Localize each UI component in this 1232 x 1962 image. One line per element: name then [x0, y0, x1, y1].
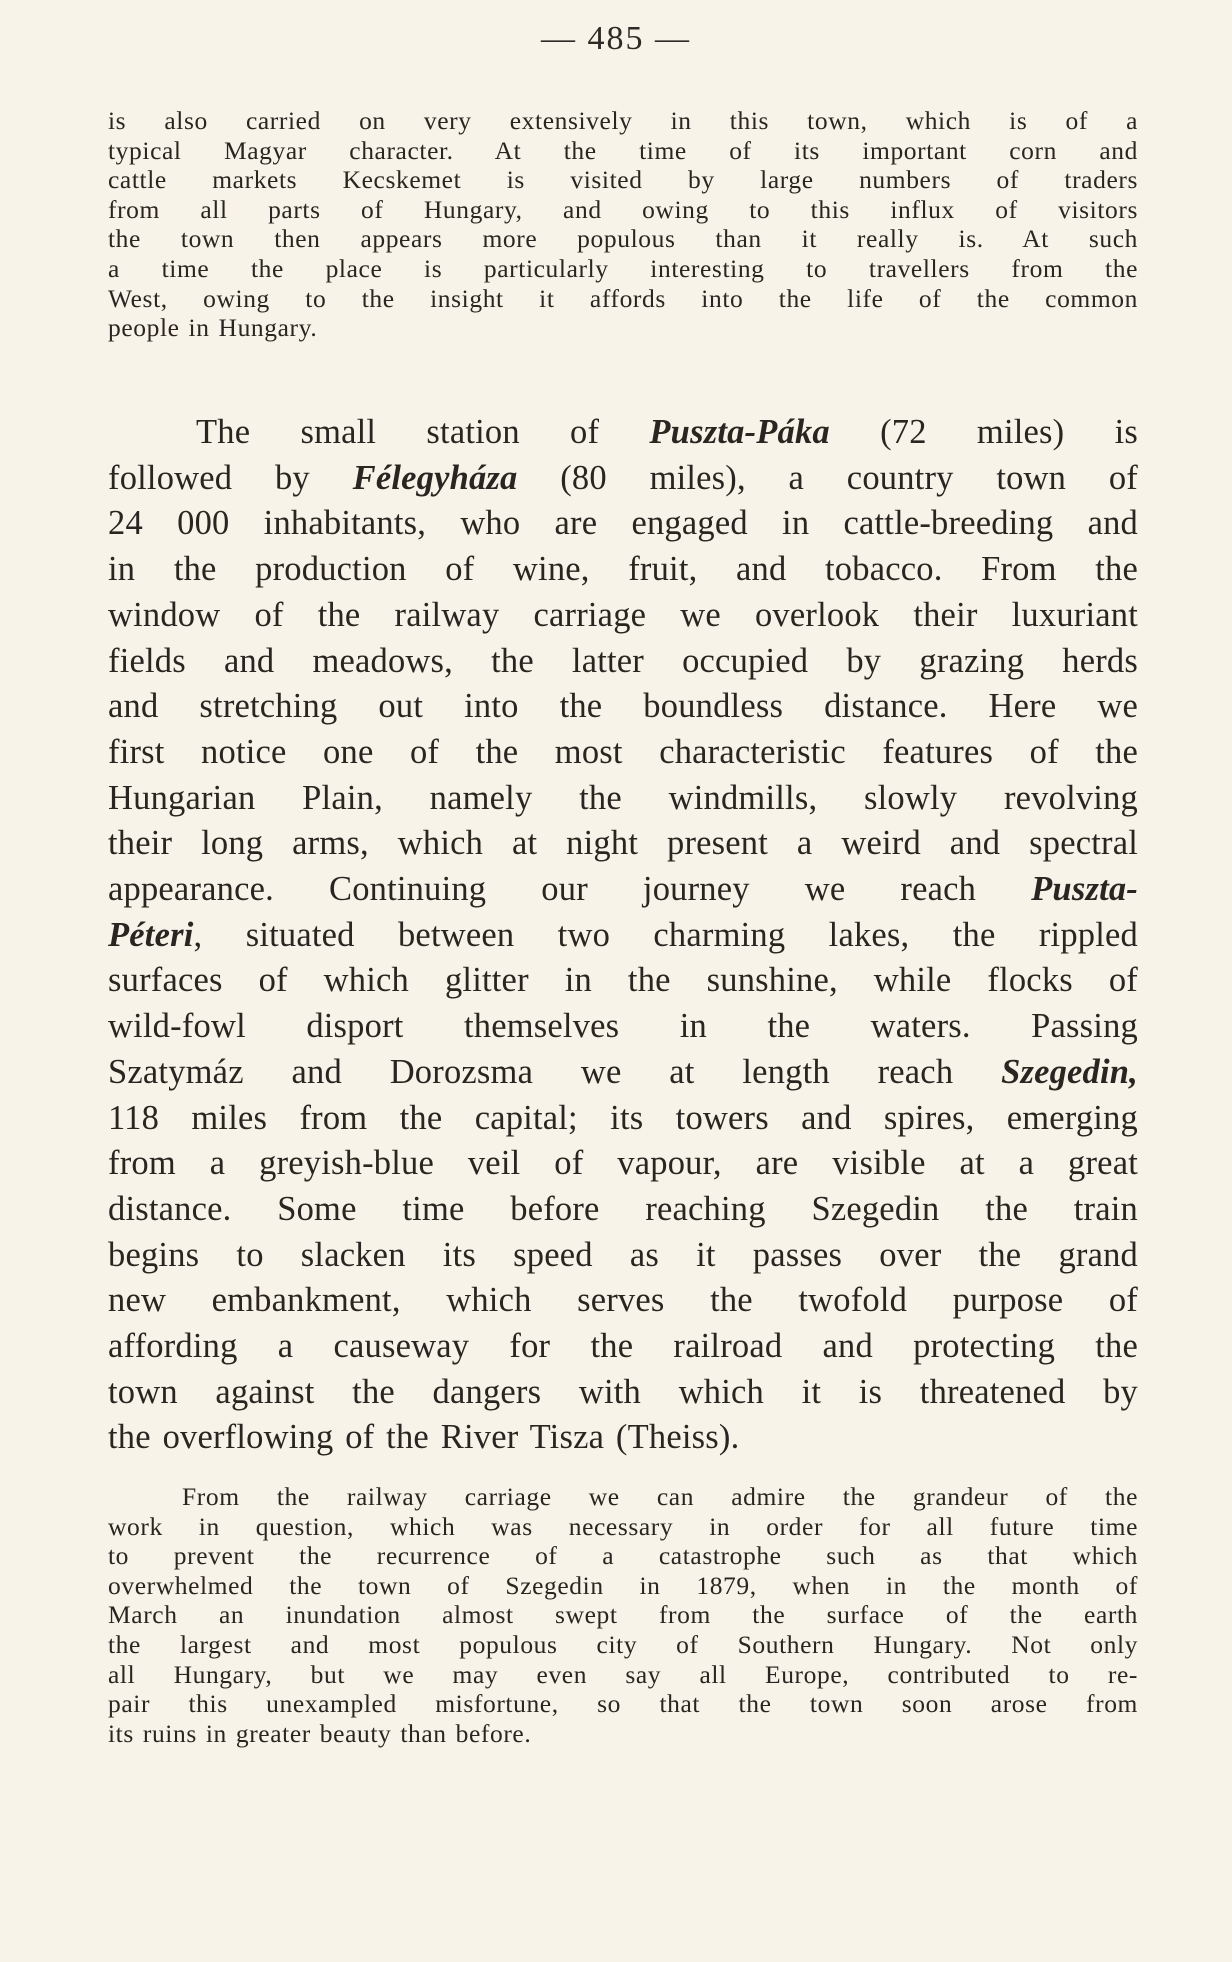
- text-line: pair this unexampled misfortune, so that the town soon arose from: [108, 1689, 1138, 1719]
- text-run: (72 miles) is: [829, 413, 1138, 451]
- text-line: in the production of wine, fruit, and tobacco. From the: [108, 550, 1138, 589]
- text-line: West, owing to the insight it affords into the life of the common: [108, 283, 1138, 313]
- text-line: affording a causeway for the railroad and protecting the: [108, 1327, 1138, 1366]
- text-line: its ruins in greater beauty than before.: [108, 1718, 532, 1748]
- text-run: Szatymáz and Dorozsma we at length reach: [108, 1052, 1002, 1091]
- text-line: [108, 456, 1138, 502]
- text-run: appearance. Continuing our journey we reach: [108, 870, 1032, 909]
- paragraph-small: [108, 1482, 1138, 1748]
- place-name: Péteri: [108, 915, 194, 954]
- place-name: Puszta-Páka: [649, 413, 830, 451]
- text-run: The small station of: [196, 413, 650, 451]
- text-run: , situated between two charming lakes, the rippled: [193, 915, 1138, 954]
- text-line: cattle markets Kecskemet is visited by large numbers of traders: [108, 165, 1138, 195]
- text-line: and stretching out into the boundless distance. Here we: [108, 687, 1138, 726]
- text-line: is also carried on very extensively in this town, which is of a: [108, 106, 1138, 135]
- text-line: to prevent the recurrence of a catastrophe such as that which: [108, 1541, 1138, 1571]
- text-line: begins to slacken its speed as it passes over the grand: [108, 1235, 1138, 1274]
- page-number: — 485 —: [541, 20, 691, 57]
- text-line: the town then appears more populous than it really is. At such: [108, 224, 1138, 254]
- text-line: all Hungary, but we may even say all Europe, contributed to re-: [108, 1659, 1138, 1689]
- paragraph-main: [108, 410, 1138, 1461]
- text-line: work in question, which was necessary in order for all future time: [108, 1511, 1138, 1541]
- text-run: followed by: [108, 458, 353, 497]
- text-line: overwhelmed the town of Szegedin in 1879, when in the month of: [108, 1570, 1138, 1600]
- text-line: Hungarian Plain, namely the windmills, slowly revolving: [108, 778, 1138, 817]
- text-line: typical Magyar character. At the time of its important corn and: [108, 135, 1138, 165]
- text-line: fields and meadows, the latter occupied by grazing herds: [108, 641, 1138, 680]
- text-line: a time the place is particularly interesting to travellers from the: [108, 253, 1138, 283]
- text-run: (80 miles), a country town of: [517, 458, 1138, 497]
- text-line: their long arms, which at night present a weird and spectral: [108, 824, 1138, 863]
- text-line: [108, 913, 1138, 959]
- text-line: 118 miles from the capital; its towers and spires, emerging: [108, 1098, 1138, 1137]
- text-line: from a greyish-blue veil of vapour, are visible at a great: [108, 1144, 1138, 1183]
- text-line: 24 000 inhabitants, who are engaged in cattle-breeding and: [108, 504, 1138, 543]
- text-line: new embankment, which serves the twofold purpose of: [108, 1281, 1138, 1320]
- text-line: surfaces of which glitter in the sunshine, while flocks of: [108, 961, 1138, 1000]
- text-line: From the railway carriage we can admire the grandeur of the: [182, 1482, 1138, 1511]
- paragraph-continued: [108, 106, 1138, 343]
- place-name: Félegyháza: [352, 458, 518, 497]
- text-line: March an inundation almost swept from the surface of the earth: [108, 1600, 1138, 1630]
- text-line: people in Hungary.: [108, 313, 318, 343]
- text-line: from all parts of Hungary, and owing to this influx of visitors: [108, 194, 1138, 224]
- text-line: town against the dangers with which it is threatened by: [108, 1372, 1138, 1411]
- place-name: Szegedin,: [1001, 1052, 1138, 1091]
- text-line: [108, 867, 1138, 913]
- place-name: Puszta-: [1031, 870, 1138, 909]
- text-line: first notice one of the most characteristic features of the: [108, 732, 1138, 771]
- text-line: window of the railway carriage we overlook their luxuriant: [108, 595, 1138, 634]
- text-line: distance. Some time before reaching Szegedin the train: [108, 1189, 1138, 1228]
- text-line: [108, 1050, 1138, 1096]
- text-line: wild-fowl disport themselves in the waters. Passing: [108, 1007, 1138, 1046]
- text-line: [108, 410, 1138, 456]
- text-line: the largest and most populous city of Southern Hungary. Not only: [108, 1629, 1138, 1659]
- text-line: the overflowing of the River Tisza (Theiss).: [108, 1418, 740, 1457]
